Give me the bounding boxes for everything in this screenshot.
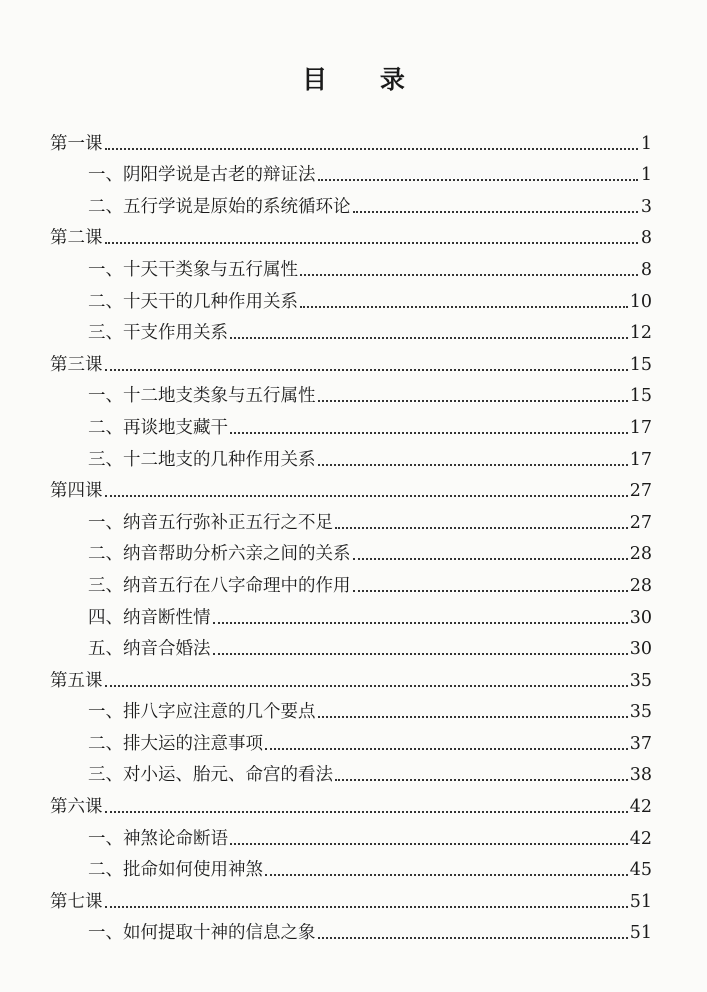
toc-entry-label: 第五课 [50,670,103,691]
toc-page-number: 42 [629,828,652,849]
toc-page-number: 37 [629,733,652,754]
toc-entry-label: 二、批命如何使用神煞 [88,860,263,881]
toc-leader-dots [230,337,628,339]
toc-leader-dots [300,274,638,276]
toc-page-number: 8 [640,259,652,280]
toc-section-entry [50,375,652,407]
toc-leader-dots [213,653,628,655]
toc-entry-label: 二、十天干的几种作用关系 [88,291,298,312]
toc-section-entry [50,564,652,596]
toc-entry-label: 一、十天干类象与五行属性 [88,259,298,280]
toc-leader-dots [318,179,639,181]
page-title: 目 录 [302,65,427,94]
toc-chapter-entry [50,122,652,154]
table-of-contents [50,122,652,943]
toc-leader-dots [318,937,628,939]
toc-page-number: 27 [629,512,652,533]
toc-entry-label: 三、对小运、胎元、命宫的看法 [88,765,333,786]
toc-chapter-entry [50,217,652,249]
toc-entry-label: 一、神煞论命断语 [88,828,228,849]
toc-entry-label: 第二课 [50,228,103,249]
toc-section-entry [50,533,652,565]
toc-page-number: 35 [629,702,652,723]
toc-page-number: 51 [629,923,652,944]
toc-page-number: 10 [629,291,652,312]
toc-section-entry [50,406,652,438]
toc-leader-dots [265,874,628,876]
toc-chapter-entry [50,470,652,502]
toc-entry-label: 三、十二地支的几种作用关系 [88,449,316,470]
toc-section-entry [50,154,652,186]
toc-section-entry [50,722,652,754]
toc-leader-dots [353,558,628,560]
toc-entry-label: 第四课 [50,481,103,502]
toc-page-number: 28 [629,575,652,596]
toc-page-number: 51 [629,891,652,912]
toc-section-entry [50,312,652,344]
toc-entry-label: 一、阴阳学说是古老的辩证法 [88,165,316,186]
toc-page-number: 35 [629,670,652,691]
toc-section-entry [50,280,652,312]
toc-leader-dots [213,622,628,624]
toc-leader-dots [105,495,628,497]
toc-section-entry [50,501,652,533]
toc-entry-label: 一、如何提取十神的信息之象 [88,923,316,944]
toc-page-number: 17 [629,417,652,438]
toc-section-entry [50,849,652,881]
toc-leader-dots [335,527,628,529]
toc-section-entry [50,248,652,280]
toc-leader-dots [300,306,628,308]
toc-section-entry [50,596,652,628]
toc-page-number: 30 [629,639,652,660]
toc-entry-label: 二、再谈地支藏干 [88,417,228,438]
toc-chapter-entry [50,659,652,691]
toc-entry-label: 二、排大运的注意事项 [88,733,263,754]
toc-page-number: 28 [629,544,652,565]
toc-page-number: 1 [640,133,652,154]
toc-page-number: 15 [629,386,652,407]
toc-leader-dots [265,748,628,750]
toc-chapter-entry [50,880,652,912]
toc-section-entry [50,628,652,660]
toc-entry-label: 三、干支作用关系 [88,323,228,344]
toc-section-entry [50,691,652,723]
toc-section-entry [50,438,652,470]
toc-entry-label: 四、纳音断性情 [88,607,211,628]
toc-leader-dots [353,211,639,213]
toc-entry-label: 第一课 [50,133,103,154]
toc-page-number: 3 [640,196,652,217]
toc-page-number: 17 [629,449,652,470]
toc-leader-dots [353,590,628,592]
toc-leader-dots [230,432,628,434]
toc-page-number: 38 [629,765,652,786]
toc-leader-dots [105,369,628,371]
toc-entry-label: 二、纳音帮助分析六亲之间的关系 [88,544,351,565]
toc-entry-label: 五、纳音合婚法 [88,639,211,660]
toc-entry-label: 一、纳音五行弥补正五行之不足 [88,512,333,533]
toc-leader-dots [105,242,639,244]
toc-chapter-entry [50,343,652,375]
toc-section-entry [50,754,652,786]
toc-page-number: 27 [629,481,652,502]
toc-entry-label: 二、五行学说是原始的系统循环论 [88,196,351,217]
toc-leader-dots [105,685,628,687]
toc-leader-dots [318,400,628,402]
toc-page-number: 42 [629,797,652,818]
toc-leader-dots [318,464,628,466]
toc-leader-dots [230,843,628,845]
toc-leader-dots [105,148,639,150]
toc-leader-dots [335,779,628,781]
toc-section-entry [50,912,652,944]
toc-entry-label: 三、纳音五行在八字命理中的作用 [88,575,351,596]
toc-entry-label: 第三课 [50,354,103,375]
toc-entry-label: 第六课 [50,797,103,818]
toc-page-number: 30 [629,607,652,628]
toc-entry-label: 第七课 [50,891,103,912]
toc-page-number: 15 [629,354,652,375]
toc-entry-label: 一、十二地支类象与五行属性 [88,386,316,407]
toc-page-number: 1 [640,165,652,186]
toc-page-number: 45 [629,860,652,881]
toc-entry-label: 一、排八字应注意的几个要点 [88,702,316,723]
toc-leader-dots [105,811,628,813]
toc-section-entry [50,817,652,849]
toc-page-number: 12 [629,323,652,344]
toc-leader-dots [105,906,628,908]
toc-leader-dots [318,716,628,718]
toc-chapter-entry [50,785,652,817]
toc-page-number: 8 [640,228,652,249]
toc-section-entry [50,185,652,217]
